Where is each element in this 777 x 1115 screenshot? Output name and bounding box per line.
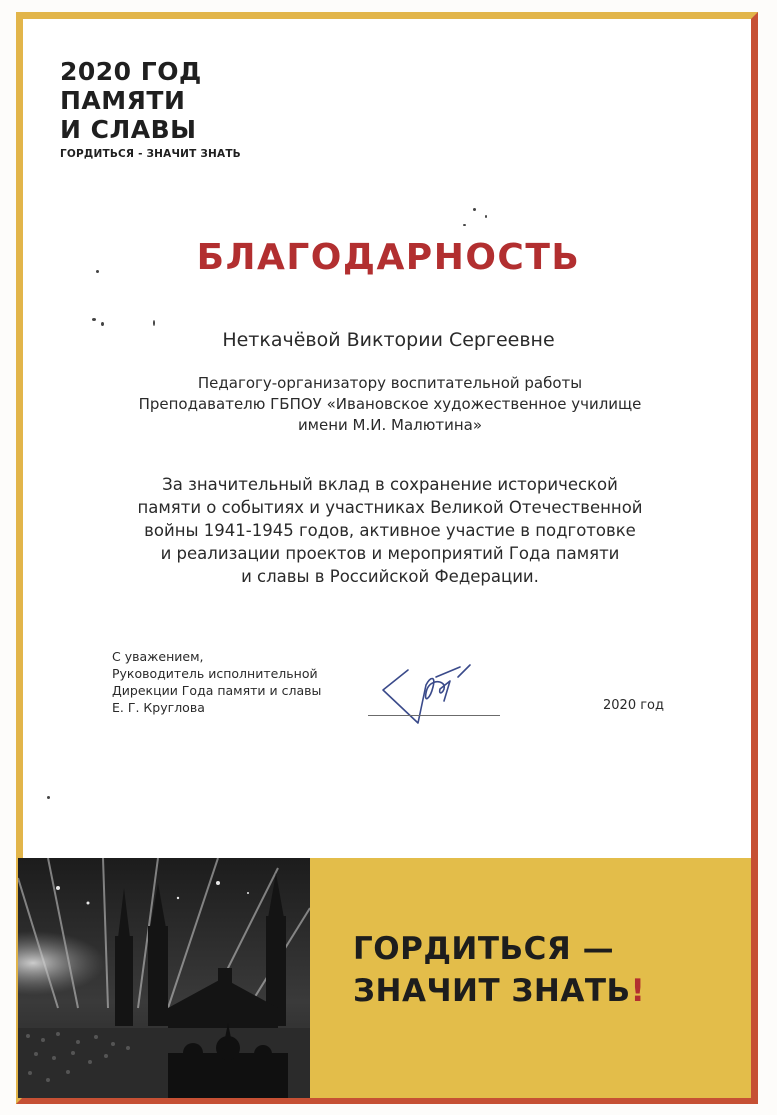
position-line-3: имени М.И. Малютина»	[297, 416, 483, 434]
slogan-exclamation: !	[630, 973, 646, 1009]
slogan-text	[353, 928, 645, 1012]
recipient-name: Неткачёвой Виктории Сергеевне	[222, 329, 555, 351]
signatory-line-2: Руководитель исполнительной	[112, 666, 318, 681]
red-square-fireworks-photo	[18, 858, 310, 1098]
scan-speck	[473, 208, 476, 211]
position-line-2: Преподавателю ГБПОУ «Ивановское художественное училище	[138, 395, 642, 413]
logo-line-1: 2020 ГОД	[60, 57, 202, 86]
logo-line-2: ПАМЯТИ	[60, 86, 186, 115]
body-line-5: и славы в Российской Федерации.	[241, 567, 539, 586]
gratitude-text	[80, 473, 700, 588]
document-title: БЛАГОДАРНОСТЬ	[196, 237, 581, 278]
signatory-line-4: Е. Г. Круглова	[112, 700, 205, 715]
scan-speck	[485, 215, 487, 218]
scan-speck	[47, 796, 50, 799]
scan-speck	[153, 320, 155, 326]
slogan-line-1: ГОРДИТЬСЯ —	[353, 931, 615, 967]
body-line-1: За значительный вклад в сохранение исторической	[162, 475, 618, 494]
scan-speck	[463, 224, 466, 226]
body-line-4: и реализации проектов и мероприятий Года памяти	[160, 544, 620, 563]
body-line-2: памяти о событиях и участниках Великой Отечественной	[137, 498, 643, 517]
scan-speck	[101, 322, 104, 326]
scan-speck	[92, 318, 96, 321]
logo-line-3: И СЛАВЫ	[60, 115, 197, 144]
slogan-line-2	[353, 970, 645, 1012]
year-of-memory-logo	[60, 57, 260, 160]
signatory-line-3: Дирекции Года памяти и славы	[112, 683, 322, 698]
handwritten-signature	[378, 655, 478, 730]
signature-line	[368, 715, 500, 716]
position-line-1: Педагогу-организатору воспитательной работы	[197, 374, 583, 392]
logo-tagline: ГОРДИТЬСЯ - ЗНАЧИТ ЗНАТЬ	[60, 148, 241, 160]
document-year: 2020 год	[603, 698, 664, 713]
slogan-line-2-text: ЗНАЧИТ ЗНАТЬ	[353, 973, 631, 1009]
signatory-block	[112, 648, 372, 716]
recipient-position	[80, 373, 700, 436]
body-line-3: войны 1941-1945 годов, активное участие в подготовке	[144, 521, 636, 540]
signatory-line-1: С уважением,	[112, 649, 204, 664]
